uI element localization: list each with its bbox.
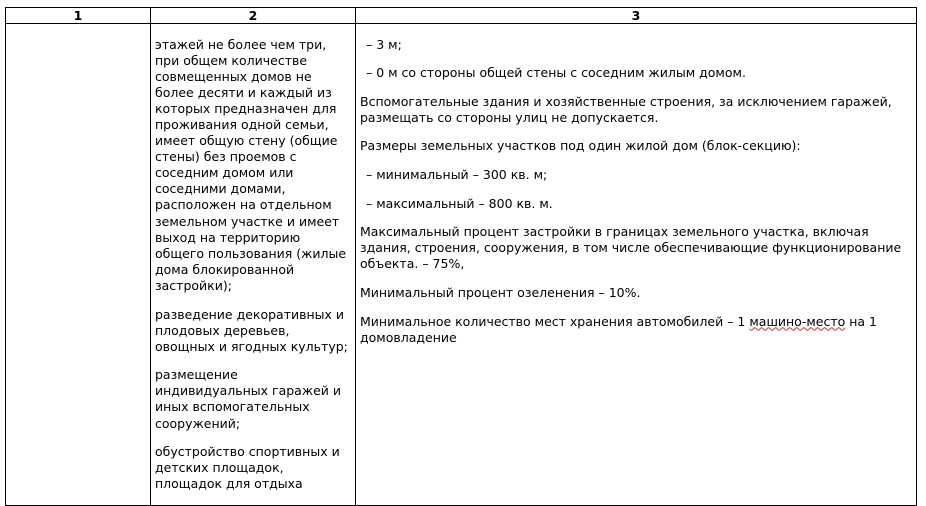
dash-item: – максимальный – 800 кв. м. [366,195,553,211]
header-row [6,8,917,24]
paragraph [360,314,912,346]
dash-item: – 0 м со стороны общей стены с соседним жилым домом. [366,65,746,81]
cell-col-2 [151,24,356,506]
dash-item: – минимальный – 300 кв. м; [366,166,548,182]
paragraph-text: Минимальное количество мест хранения автомобилей – 1 [360,313,750,329]
header-col-3: 3 [356,8,917,24]
spellcheck-underlined-word: машино-место [749,313,846,329]
header-col-2: 2 [151,8,356,24]
cell-col-3 [356,24,917,506]
paragraph-text: на 1 домовладение [360,313,877,345]
permitted-use-text: размещение индивидуальных гаражей и иных вспомогательных сооружений; [155,367,342,431]
permitted-use-text: этажей не более чем три, при общем количестве совмещенных домов не более десяти и каждый из которых предназначен для проживания одной семьи, имеет общую стену (общие стены) без проемов с соседним домом или соседними домами, расположен на отдельном земельном участке и имеет выход на территорию общего пользования (жилые дома блокированной застройки); [155,36,347,293]
paragraph: Размеры земельных участков под один жилой дом (блок-секцию): [360,138,801,154]
paragraph: Максимальный процент застройки в границах земельного участка, включая здания, строения, сооружения, в том числе обеспечивающие функционирование объекта. – 75%, [360,224,902,272]
paragraph: Минимальный процент озеленения – 10%. [360,284,641,300]
permitted-use-text: обустройство спортивных и детских площадок, площадок для отдыха [155,444,340,492]
dash-item: – 3 м; [366,36,402,52]
regulations-table [5,7,917,506]
header-col-1: 1 [6,8,151,24]
paragraph: Вспомогательные здания и хозяйственные строения, за исключением гаражей, размещать со стороны улиц не допускается. [360,93,892,125]
cell-col-1 [6,24,151,506]
table-row [6,24,917,506]
permitted-use-text: разведение декоративных и плодовых деревьев, овощных и ягодных культур; [155,306,348,354]
